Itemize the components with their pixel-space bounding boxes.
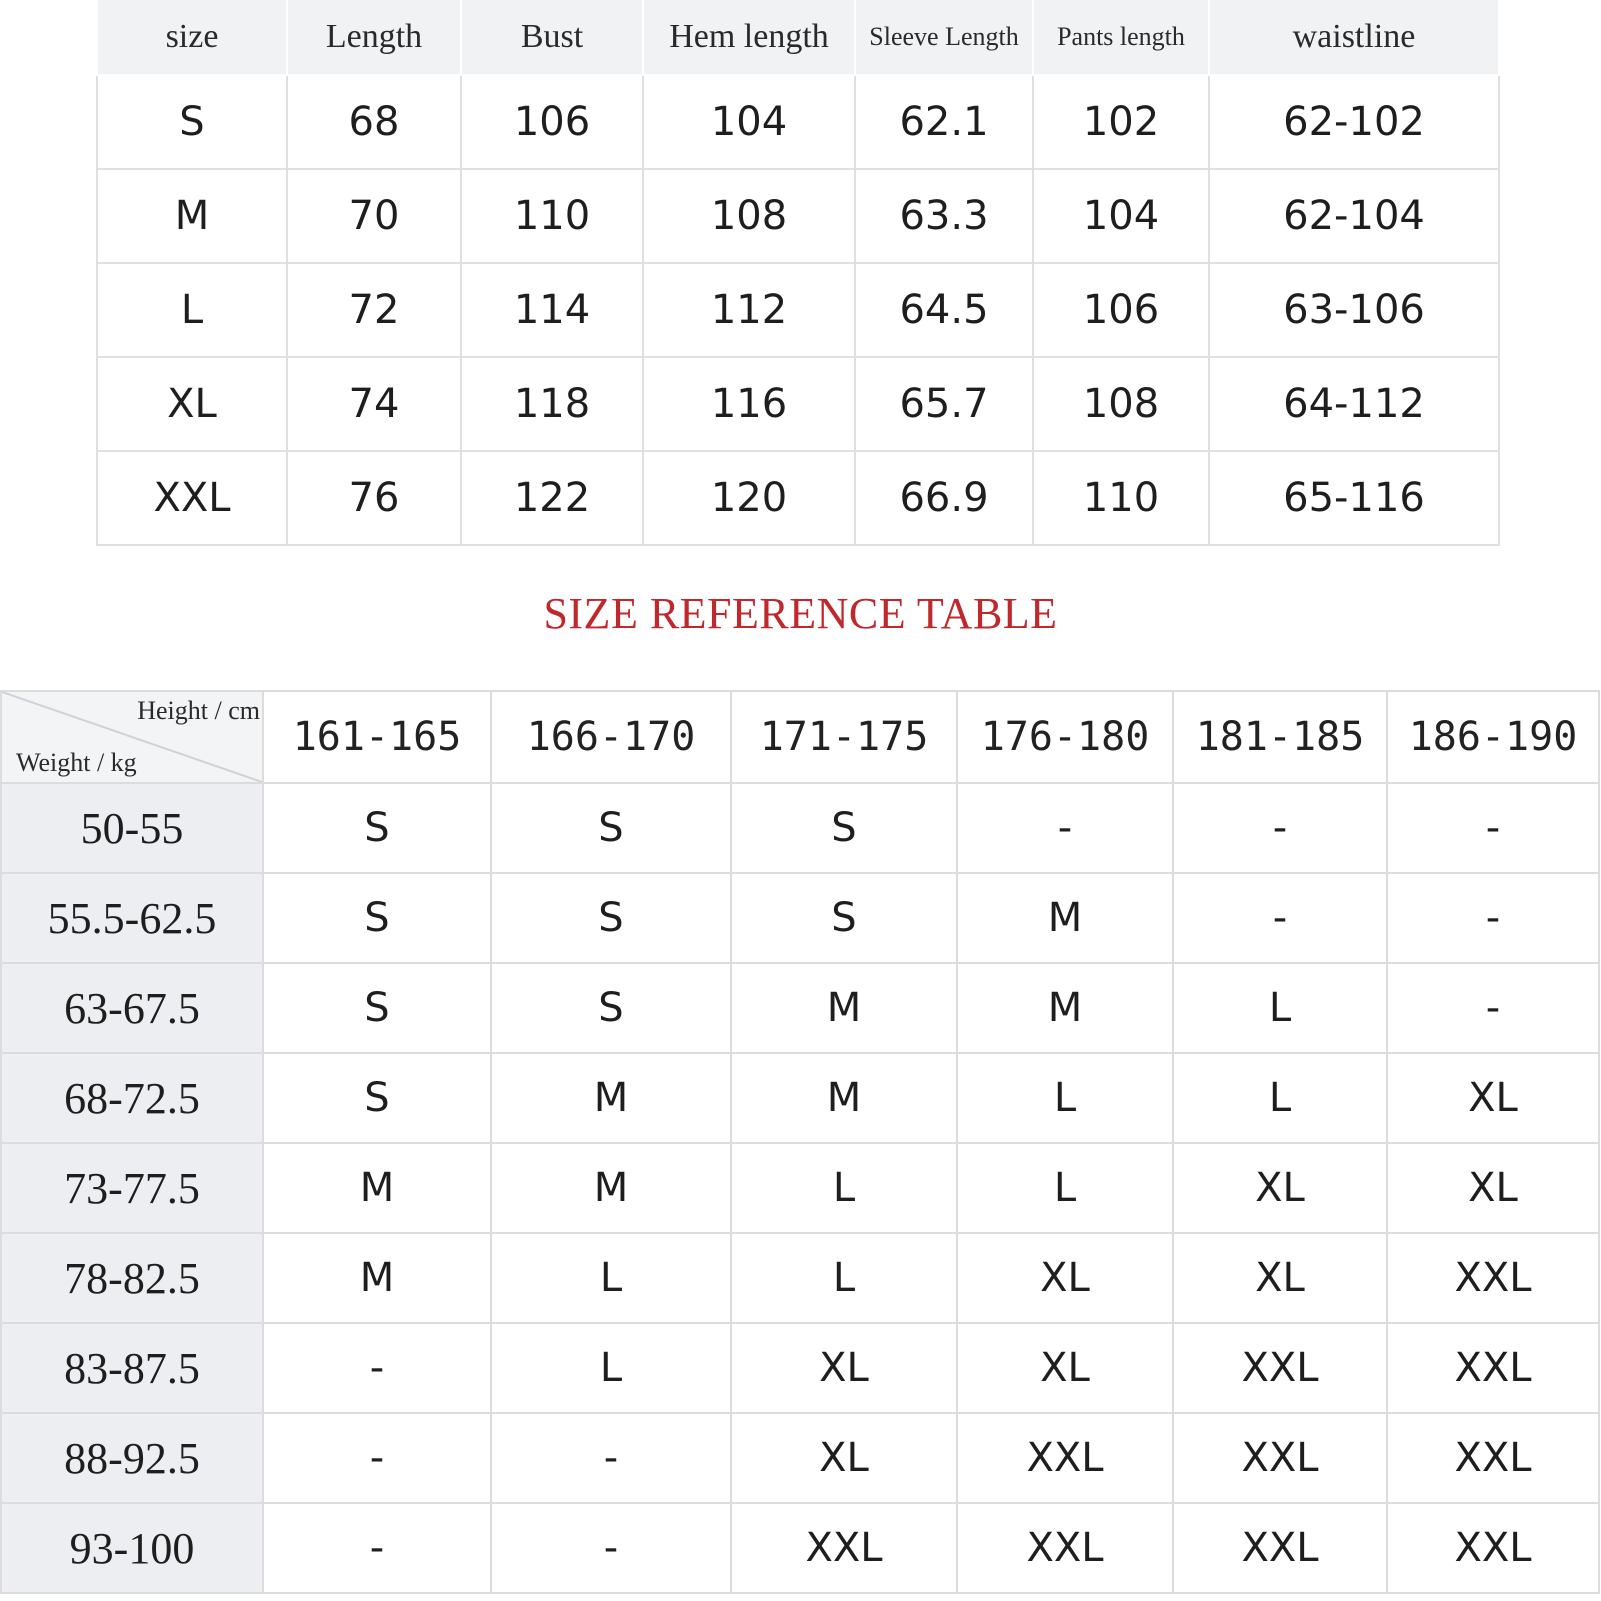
size-cell: L	[1173, 1053, 1387, 1143]
table-cell: 110	[1033, 451, 1209, 545]
size-reference-table	[0, 690, 1600, 1594]
size-cell: L	[957, 1143, 1173, 1233]
size-cell: -	[263, 1323, 491, 1413]
size-cell: M	[491, 1053, 731, 1143]
size-cell: XXL	[1387, 1503, 1599, 1593]
table-cell: 63.3	[855, 169, 1033, 263]
size-cell: -	[263, 1413, 491, 1503]
table-row	[1, 1233, 1599, 1323]
weight-range: 93-100	[1, 1503, 263, 1593]
size-cell: M	[731, 1053, 957, 1143]
size-cell: XL	[731, 1413, 957, 1503]
weight-range: 73-77.5	[1, 1143, 263, 1233]
size-cell: S	[491, 963, 731, 1053]
size-cell: S	[263, 1053, 491, 1143]
size-cell: S	[491, 783, 731, 873]
table-cell: 112	[643, 263, 855, 357]
table-cell: 104	[643, 75, 855, 169]
size-cell: XXL	[1387, 1233, 1599, 1323]
size-reference-body	[1, 783, 1599, 1593]
size-cell: XL	[957, 1233, 1173, 1323]
table-cell: 74	[287, 357, 461, 451]
table-row	[97, 75, 1499, 169]
table-row	[1, 1503, 1599, 1593]
height-header-row	[1, 691, 1599, 783]
header-bust: Bust	[461, 0, 643, 75]
table-row	[1, 1413, 1599, 1503]
header-hem-length: Hem length	[643, 0, 855, 75]
table-row	[1, 1323, 1599, 1413]
table-cell: 76	[287, 451, 461, 545]
size-cell: -	[1387, 963, 1599, 1053]
size-cell: -	[1387, 783, 1599, 873]
header-waistline: waistline	[1209, 0, 1499, 75]
size-reference-title: SIZE REFERENCE TABLE	[543, 589, 1058, 638]
weight-range: 83-87.5	[1, 1323, 263, 1413]
table-cell: 63-106	[1209, 263, 1499, 357]
height-range: 181-185	[1173, 691, 1387, 783]
table-cell: 62-102	[1209, 75, 1499, 169]
size-cell: XL	[957, 1323, 1173, 1413]
table-row	[1, 783, 1599, 873]
size-cell: M	[491, 1143, 731, 1233]
size-cell: L	[731, 1143, 957, 1233]
size-cell: XL	[1173, 1233, 1387, 1323]
size-cell: -	[1173, 873, 1387, 963]
table-cell: 108	[1033, 357, 1209, 451]
table-cell: XL	[97, 357, 287, 451]
size-cell: XL	[1387, 1143, 1599, 1233]
size-cell: M	[731, 963, 957, 1053]
height-range: 161-165	[263, 691, 491, 783]
size-cell: -	[491, 1413, 731, 1503]
size-cell: -	[491, 1503, 731, 1593]
size-cell: M	[957, 963, 1173, 1053]
table-cell: 68	[287, 75, 461, 169]
table-cell: 64-112	[1209, 357, 1499, 451]
header-sleeve-length: Sleeve Length	[855, 0, 1033, 75]
table-cell: 114	[461, 263, 643, 357]
weight-range: 55.5-62.5	[1, 873, 263, 963]
table-cell: 70	[287, 169, 461, 263]
table-cell: 118	[461, 357, 643, 451]
table-cell: 65.7	[855, 357, 1033, 451]
table-cell: 64.5	[855, 263, 1033, 357]
size-cell: XXL	[1387, 1413, 1599, 1503]
table-row	[97, 169, 1499, 263]
table-cell: 122	[461, 451, 643, 545]
size-cell: XL	[731, 1323, 957, 1413]
size-cell: XXL	[957, 1413, 1173, 1503]
size-cell: -	[1173, 783, 1387, 873]
size-cell: S	[731, 873, 957, 963]
table-cell: 110	[461, 169, 643, 263]
size-cell: XL	[1173, 1143, 1387, 1233]
size-cell: M	[263, 1143, 491, 1233]
size-cell: L	[957, 1053, 1173, 1143]
header-length: Length	[287, 0, 461, 75]
size-cell: S	[263, 963, 491, 1053]
size-cell: M	[957, 873, 1173, 963]
height-range: 171-175	[731, 691, 957, 783]
weight-range: 68-72.5	[1, 1053, 263, 1143]
table-row	[1, 1053, 1599, 1143]
table-cell: 72	[287, 263, 461, 357]
weight-range: 50-55	[1, 783, 263, 873]
header-size: size	[97, 0, 287, 75]
table-cell: 116	[643, 357, 855, 451]
table-cell: 108	[643, 169, 855, 263]
size-cell: XXL	[1173, 1413, 1387, 1503]
header-pants-length: Pants length	[1033, 0, 1209, 75]
table-cell: 62-104	[1209, 169, 1499, 263]
height-range: 186-190	[1387, 691, 1599, 783]
measurement-table	[96, 0, 1500, 546]
table-cell: 120	[643, 451, 855, 545]
corner-cell	[1, 691, 263, 783]
size-cell: L	[1173, 963, 1387, 1053]
table-row	[97, 451, 1499, 545]
size-cell: L	[731, 1233, 957, 1323]
table-cell: 62.1	[855, 75, 1033, 169]
table-cell: 102	[1033, 75, 1209, 169]
table-row	[1, 1143, 1599, 1233]
size-cell: -	[1387, 873, 1599, 963]
table-row	[1, 963, 1599, 1053]
size-cell: XXL	[1387, 1323, 1599, 1413]
size-cell: XXL	[957, 1503, 1173, 1593]
size-cell: XL	[1387, 1053, 1599, 1143]
size-cell: S	[263, 873, 491, 963]
weight-range: 78-82.5	[1, 1233, 263, 1323]
height-range: 166-170	[491, 691, 731, 783]
table-row	[97, 263, 1499, 357]
table-cell: M	[97, 169, 287, 263]
table-cell: 104	[1033, 169, 1209, 263]
size-cell: -	[263, 1503, 491, 1593]
size-cell: XXL	[1173, 1503, 1387, 1593]
table-row	[97, 357, 1499, 451]
table-cell: XXL	[97, 451, 287, 545]
weight-range: 63-67.5	[1, 963, 263, 1053]
table-cell: L	[97, 263, 287, 357]
height-axis-label: Height / cm	[137, 696, 260, 725]
weight-range: 88-92.5	[1, 1413, 263, 1503]
size-cell: XXL	[731, 1503, 957, 1593]
size-cell: M	[263, 1233, 491, 1323]
size-cell: S	[491, 873, 731, 963]
size-cell: XXL	[1173, 1323, 1387, 1413]
size-cell: L	[491, 1323, 731, 1413]
table-cell: S	[97, 75, 287, 169]
height-range: 176-180	[957, 691, 1173, 783]
measurement-body	[97, 75, 1499, 545]
table-cell: 66.9	[855, 451, 1033, 545]
table-row	[1, 873, 1599, 963]
table-cell: 65-116	[1209, 451, 1499, 545]
measurement-header-row	[97, 0, 1499, 75]
size-cell: -	[957, 783, 1173, 873]
size-cell: S	[731, 783, 957, 873]
weight-axis-label: Weight / kg	[16, 748, 137, 777]
size-cell: S	[263, 783, 491, 873]
table-cell: 106	[1033, 263, 1209, 357]
table-cell: 106	[461, 75, 643, 169]
size-cell: L	[491, 1233, 731, 1323]
